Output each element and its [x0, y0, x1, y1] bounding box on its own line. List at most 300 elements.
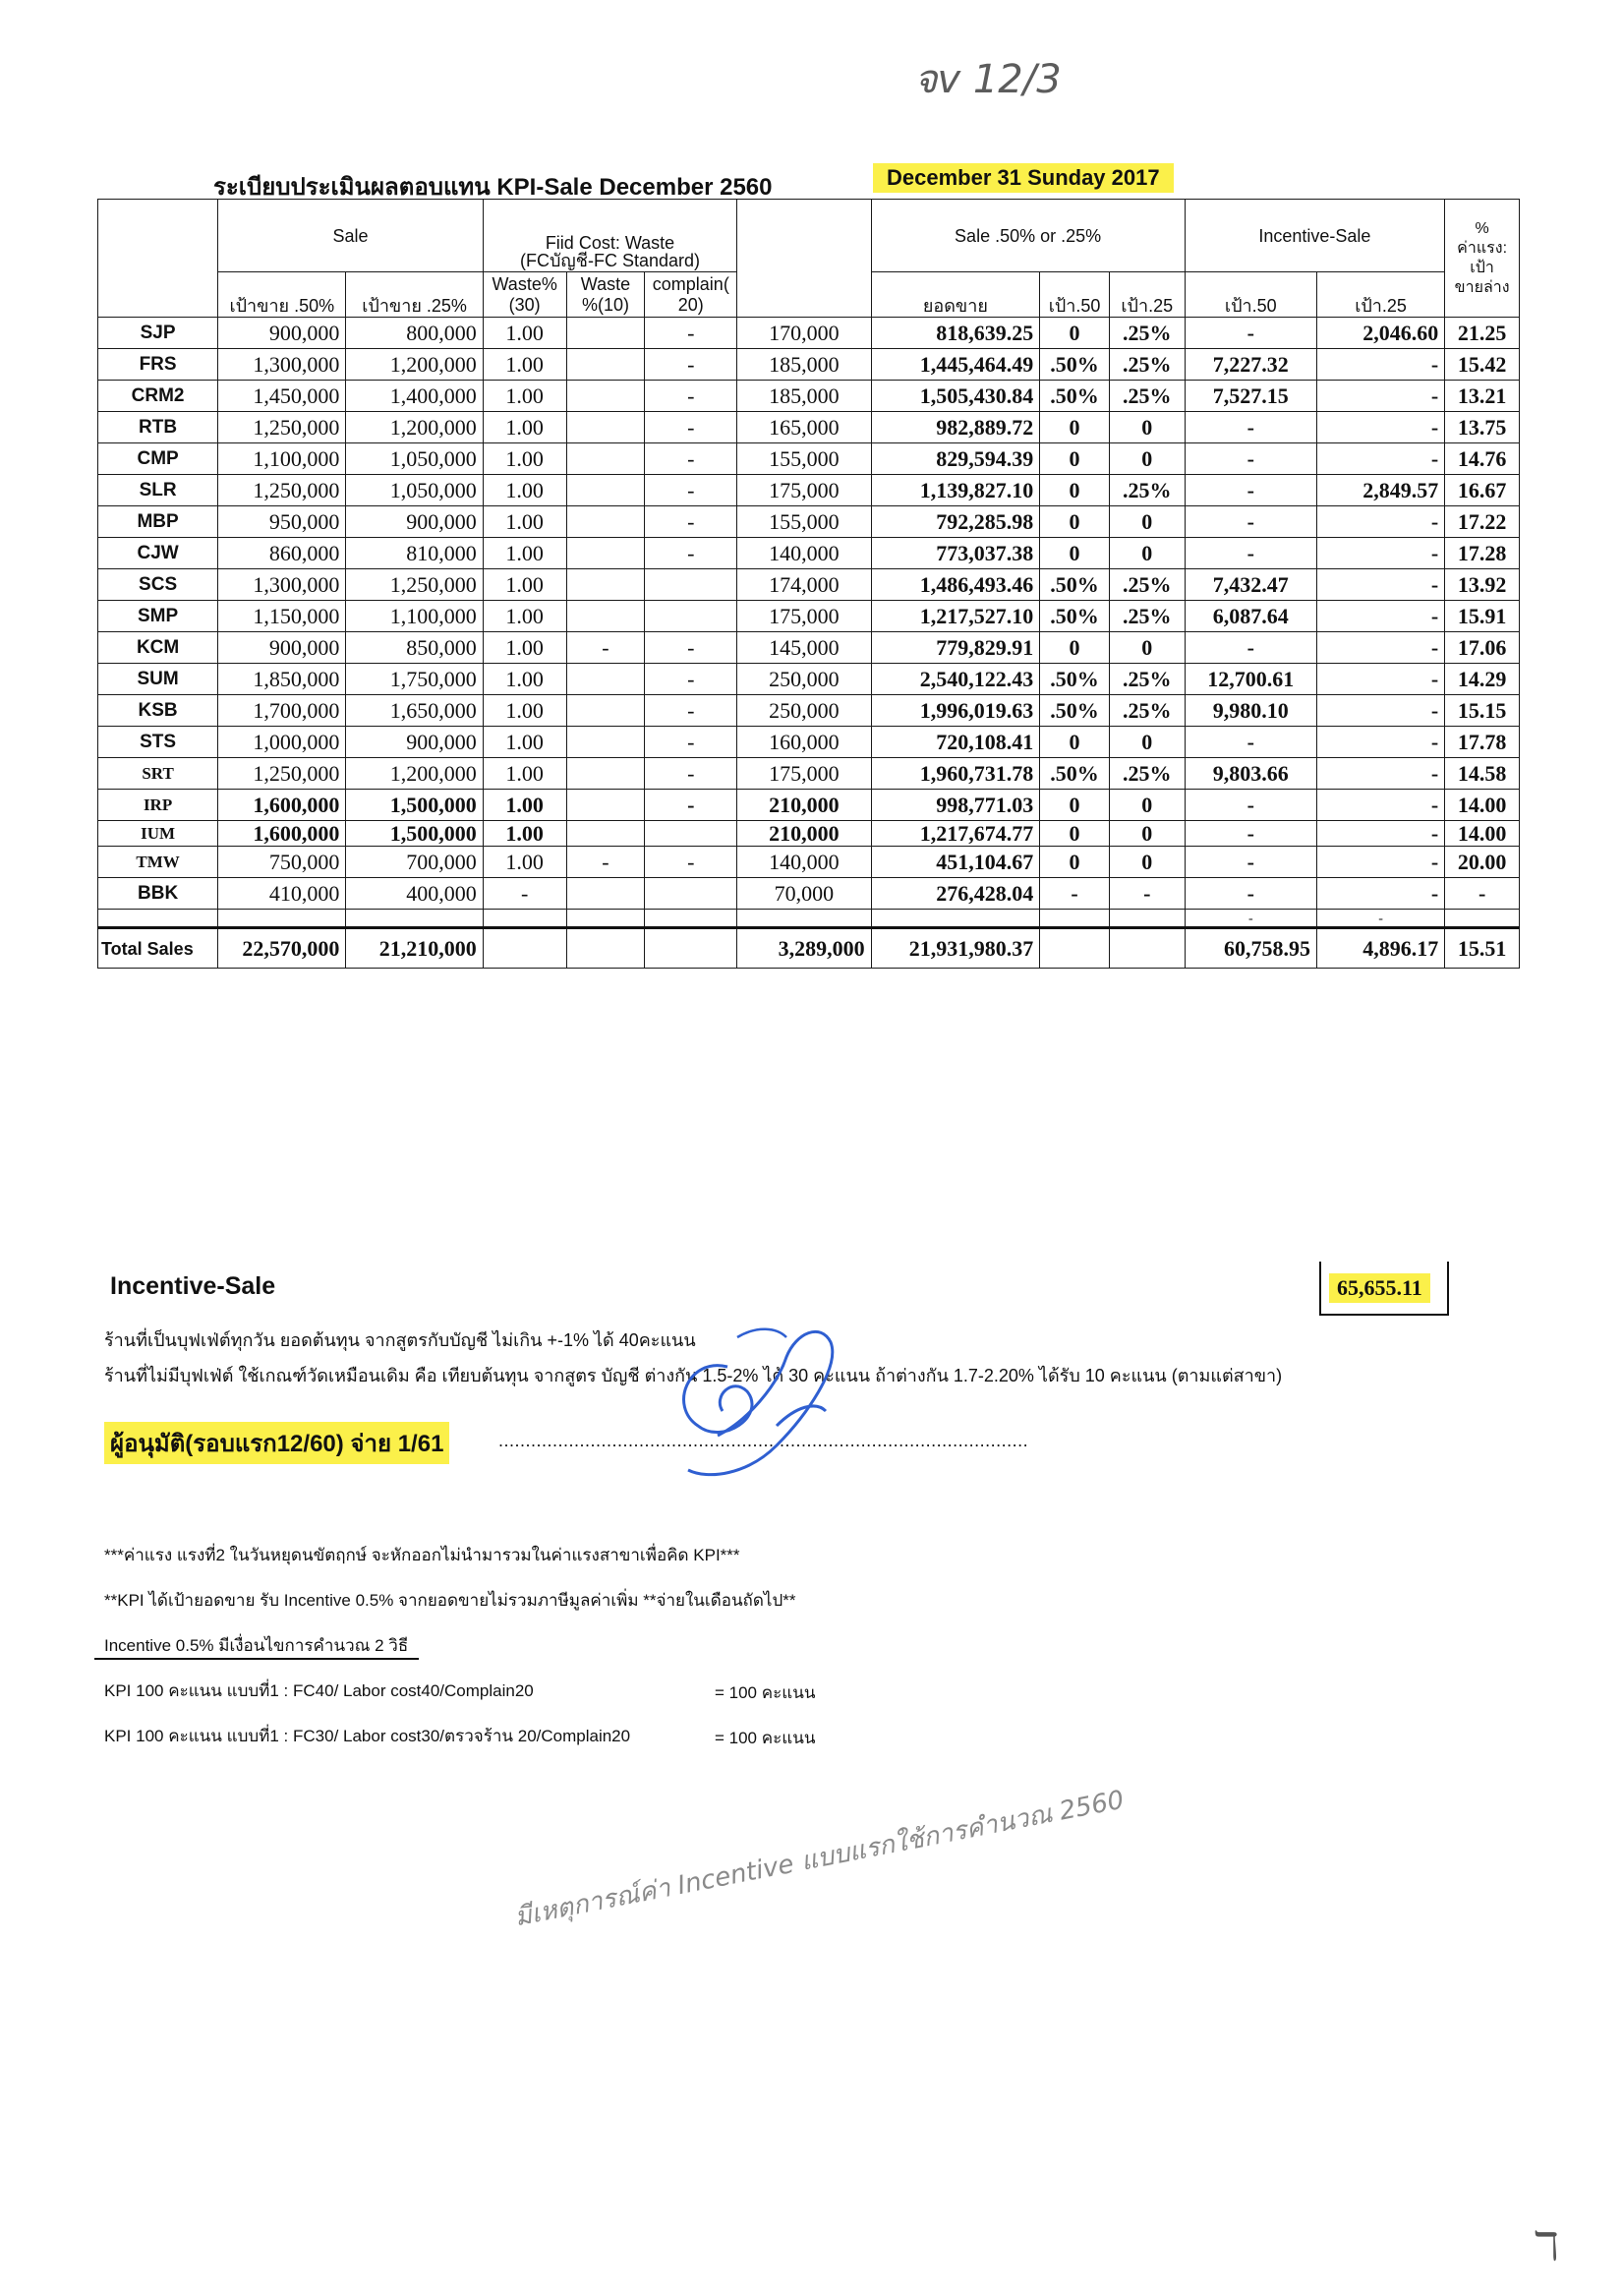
- sales: 720,108.41: [871, 727, 1040, 758]
- header-row-groups: [98, 200, 1520, 272]
- lb-cost: 250,000: [737, 695, 871, 727]
- handwritten-mark-top: จv 12/3: [914, 57, 1062, 102]
- sales: 1,960,731.78: [871, 758, 1040, 790]
- target-25: 1,200,000: [346, 349, 483, 381]
- incentive-50: -: [1185, 632, 1316, 664]
- complain: -: [645, 412, 737, 443]
- target-25: 1,400,000: [346, 381, 483, 412]
- target-25: 800,000: [346, 318, 483, 349]
- target-50-flag: .50%: [1040, 664, 1110, 695]
- complain: -: [645, 758, 737, 790]
- target-50: 1,250,000: [218, 412, 346, 443]
- target-25: 810,000: [346, 538, 483, 569]
- waste-10: [566, 538, 645, 569]
- waste-10: -: [566, 632, 645, 664]
- kpi-method-2-score: = 100 คะแนน: [715, 1729, 816, 1747]
- target-25-flag: .25%: [1109, 695, 1185, 727]
- waste-30: 1.00: [483, 381, 566, 412]
- target-50-flag: 0: [1040, 443, 1110, 475]
- corner-handwritten-mark: ℸ: [1534, 2224, 1559, 2269]
- total-lbcost: 3,289,000: [737, 928, 871, 969]
- branch-code: BBK: [98, 878, 218, 910]
- sales: 829,594.39: [871, 443, 1040, 475]
- sales: 1,996,019.63: [871, 695, 1040, 727]
- labor-pct: 15.42: [1445, 349, 1520, 381]
- labor-pct: 17.78: [1445, 727, 1520, 758]
- target-25: 900,000: [346, 727, 483, 758]
- header-waste30: Waste% (30): [483, 272, 566, 318]
- labor-pct: 15.91: [1445, 601, 1520, 632]
- target-50: 1,000,000: [218, 727, 346, 758]
- target-50: 860,000: [218, 538, 346, 569]
- branch-code: IUM: [98, 821, 218, 847]
- incentive-25: -: [1316, 381, 1444, 412]
- target-25-flag: .25%: [1109, 349, 1185, 381]
- waste-10: [566, 664, 645, 695]
- incentive-25: -: [1316, 695, 1444, 727]
- footnote-labor: ***ค่าแรง แรงที่2 ในวันหยุดนขัตฤกษ์ จะหักออกไม่นำมารวมในค่าแรงสาขาเพื่อคิด KPI***: [104, 1546, 740, 1564]
- target-50: 1,250,000: [218, 475, 346, 506]
- complain: [645, 601, 737, 632]
- labor-pct: 14.58: [1445, 758, 1520, 790]
- incentive-50: -: [1185, 506, 1316, 538]
- table-row: [98, 475, 1520, 506]
- lb-cost: 185,000: [737, 349, 871, 381]
- target-25: 1,650,000: [346, 695, 483, 727]
- total-row: [98, 928, 1520, 969]
- table-row: [98, 847, 1520, 878]
- complain: -: [645, 727, 737, 758]
- incentive-50: -: [1185, 412, 1316, 443]
- total-target50: 22,570,000: [218, 928, 346, 969]
- branch-code: FRS: [98, 349, 218, 381]
- target-25: 1,500,000: [346, 790, 483, 821]
- total-label: Total Sales: [98, 928, 218, 969]
- kpi-method-2: KPI 100 คะแนน แบบที่1 : FC30/ Labor cost30/ตรวจร้าน 20/Complain20: [104, 1727, 631, 1745]
- complain: [645, 878, 737, 910]
- sales: 998,771.03: [871, 790, 1040, 821]
- target-50: 410,000: [218, 878, 346, 910]
- target-50: 1,600,000: [218, 821, 346, 847]
- labor-pct: 21.25: [1445, 318, 1520, 349]
- sales: 1,139,827.10: [871, 475, 1040, 506]
- waste-30: 1.00: [483, 443, 566, 475]
- waste-10: [566, 349, 645, 381]
- incentive-50: -: [1185, 727, 1316, 758]
- sales: 1,505,430.84: [871, 381, 1040, 412]
- approver-label: ผู้อนุมัติ(รอบแรก12/60) จ่าย 1/61: [104, 1422, 449, 1464]
- labor-pct: 13.21: [1445, 381, 1520, 412]
- date-label: December 31 Sunday 2017: [873, 163, 1174, 193]
- waste-30: 1.00: [483, 758, 566, 790]
- waste-30: 1.00: [483, 821, 566, 847]
- waste-30: 1.00: [483, 412, 566, 443]
- target-25: 850,000: [346, 632, 483, 664]
- incentive-50: 7,432.47: [1185, 569, 1316, 601]
- incentive-25: -: [1316, 790, 1444, 821]
- complain: -: [645, 632, 737, 664]
- waste-30: 1.00: [483, 632, 566, 664]
- header-t25: เป้า.25: [1109, 272, 1185, 318]
- target-50-flag: 0: [1040, 847, 1110, 878]
- labor-pct: 15.15: [1445, 695, 1520, 727]
- incentive-25: -: [1316, 758, 1444, 790]
- lb-cost: 175,000: [737, 601, 871, 632]
- target-25-flag: 0: [1109, 632, 1185, 664]
- incentive-50: -: [1185, 318, 1316, 349]
- incentive-25: -: [1316, 412, 1444, 443]
- header-waste-group: Fiid Cost: Waste (FCบัญชี-FC Standard): [483, 200, 736, 272]
- waste-30: 1.00: [483, 601, 566, 632]
- waste-10: [566, 695, 645, 727]
- incentive-25: -: [1316, 821, 1444, 847]
- target-50: 1,450,000: [218, 381, 346, 412]
- waste-30: 1.00: [483, 790, 566, 821]
- target-25-flag: -: [1109, 878, 1185, 910]
- target-25-flag: 0: [1109, 443, 1185, 475]
- complain: -: [645, 443, 737, 475]
- incentive-total: 65,655.11: [1329, 1273, 1430, 1303]
- incentive-25: -: [1316, 349, 1444, 381]
- complain: [645, 569, 737, 601]
- lb-cost: 174,000: [737, 569, 871, 601]
- table-row: [98, 412, 1520, 443]
- branch-code: RTB: [98, 412, 218, 443]
- incentive-25: -: [1316, 506, 1444, 538]
- header-target25: เป้าขาย .25%: [346, 272, 483, 318]
- target-25-flag: .25%: [1109, 318, 1185, 349]
- waste-30: 1.00: [483, 506, 566, 538]
- target-50-flag: 0: [1040, 821, 1110, 847]
- waste-10: -: [566, 847, 645, 878]
- header-sales: ยอดขาย: [871, 272, 1040, 318]
- incentive-25: -: [1316, 632, 1444, 664]
- target-25-flag: .25%: [1109, 601, 1185, 632]
- waste-30: 1.00: [483, 349, 566, 381]
- total-target25: 21,210,000: [346, 928, 483, 969]
- waste-10: [566, 569, 645, 601]
- target-50: 1,700,000: [218, 695, 346, 727]
- lb-cost: 210,000: [737, 790, 871, 821]
- table-row: [98, 790, 1520, 821]
- incentive-50: 9,803.66: [1185, 758, 1316, 790]
- labor-pct: 14.76: [1445, 443, 1520, 475]
- table-row: [98, 349, 1520, 381]
- branch-code: SUM: [98, 664, 218, 695]
- labor-pct: -: [1445, 878, 1520, 910]
- complain: -: [645, 381, 737, 412]
- waste-30: 1.00: [483, 475, 566, 506]
- target-50-flag: .50%: [1040, 695, 1110, 727]
- sales: 1,217,674.77: [871, 821, 1040, 847]
- target-25: 900,000: [346, 506, 483, 538]
- blank-row-inc25: -: [1316, 910, 1444, 928]
- target-50: 900,000: [218, 318, 346, 349]
- target-50: 1,250,000: [218, 758, 346, 790]
- note-buffet: ร้านที่เป็นบุฟเฟ่ต์ทุกวัน ยอดต้นทุน จากสูตรกับบัญชี ไม่เกิน +-1% ได้ 40คะแนน: [104, 1330, 696, 1350]
- target-25: 1,100,000: [346, 601, 483, 632]
- target-50-flag: 0: [1040, 475, 1110, 506]
- complain: -: [645, 506, 737, 538]
- lb-cost: 155,000: [737, 506, 871, 538]
- target-50: 1,150,000: [218, 601, 346, 632]
- target-50: 1,600,000: [218, 790, 346, 821]
- complain: [645, 821, 737, 847]
- lb-cost: 175,000: [737, 475, 871, 506]
- branch-code: TMW: [98, 847, 218, 878]
- target-50-flag: 0: [1040, 538, 1110, 569]
- labor-pct: 13.75: [1445, 412, 1520, 443]
- table-row: [98, 443, 1520, 475]
- incentive-25: -: [1316, 601, 1444, 632]
- incentive-50: -: [1185, 475, 1316, 506]
- kpi-method-1: KPI 100 คะแนน แบบที่1 : FC40/ Labor cost40/Complain20: [104, 1681, 534, 1700]
- labor-pct: 16.67: [1445, 475, 1520, 506]
- approver-signature-line: ..................................................................................................: [498, 1431, 1029, 1450]
- incentive-25: -: [1316, 569, 1444, 601]
- incentive-50: 9,980.10: [1185, 695, 1316, 727]
- target-50-flag: .50%: [1040, 569, 1110, 601]
- target-50: 950,000: [218, 506, 346, 538]
- incentive-25: -: [1316, 664, 1444, 695]
- complain: -: [645, 790, 737, 821]
- total-sales: 21,931,980.37: [871, 928, 1040, 969]
- complain: -: [645, 664, 737, 695]
- waste-30: 1.00: [483, 538, 566, 569]
- waste-30: 1.00: [483, 569, 566, 601]
- target-25-flag: 0: [1109, 412, 1185, 443]
- target-50-flag: .50%: [1040, 601, 1110, 632]
- header-incentive: Incentive-Sale: [1185, 200, 1445, 272]
- table-row: [98, 569, 1520, 601]
- target-50: 750,000: [218, 847, 346, 878]
- branch-code: IRP: [98, 790, 218, 821]
- note-no-buffet: ร้านที่ไม่มีบุฟเฟ่ต์ ใช้เกณฑ์วัดเหมือนเดิม คือ เทียบต้นทุน จากสูตร บัญชี ต่างกัน 1.5-2% ได้ 30 คะแนน ถ้าต่างกัน 1.7-2.20% ได้รับ 10 คะแนน (ตามแต่สาขา): [104, 1366, 1283, 1385]
- labor-pct: 14.00: [1445, 790, 1520, 821]
- incentive-50: -: [1185, 878, 1316, 910]
- sales: 1,486,493.46: [871, 569, 1040, 601]
- sales: 982,889.72: [871, 412, 1040, 443]
- labor-pct: 13.92: [1445, 569, 1520, 601]
- table-row: [98, 758, 1520, 790]
- target-25: 1,200,000: [346, 412, 483, 443]
- waste-30: -: [483, 878, 566, 910]
- target-50-flag: 0: [1040, 727, 1110, 758]
- kpi-method-1-score: = 100 คะแนน: [715, 1683, 816, 1702]
- target-50-flag: .50%: [1040, 349, 1110, 381]
- incentive-50: -: [1185, 443, 1316, 475]
- table-row: [98, 538, 1520, 569]
- sales: 818,639.25: [871, 318, 1040, 349]
- incentive-50: 7,527.15: [1185, 381, 1316, 412]
- header-target50: เป้าขาย .50%: [218, 272, 346, 318]
- total-inc25: 4,896.17: [1316, 928, 1444, 969]
- branch-code: MBP: [98, 506, 218, 538]
- complain: -: [645, 538, 737, 569]
- waste-10: [566, 318, 645, 349]
- lb-cost: 70,000: [737, 878, 871, 910]
- table-row: [98, 727, 1520, 758]
- incentive-25: -: [1316, 727, 1444, 758]
- waste-30: 1.00: [483, 664, 566, 695]
- lb-cost: 175,000: [737, 758, 871, 790]
- incentive-50: -: [1185, 821, 1316, 847]
- target-50-flag: .50%: [1040, 381, 1110, 412]
- table-row: [98, 601, 1520, 632]
- waste-30: 1.00: [483, 695, 566, 727]
- header-t50: เป้า.50: [1040, 272, 1110, 318]
- branch-code: SMP: [98, 601, 218, 632]
- lb-cost: 185,000: [737, 381, 871, 412]
- footnote-kpi: **KPI ได้เป้ายอดขาย รับ Incentive 0.5% จากยอดขายไม่รวมภาษีมูลค่าเพิ่ม **จ่ายในเดือนถัดไป**: [104, 1591, 796, 1610]
- incentive-25: 2,849.57: [1316, 475, 1444, 506]
- branch-code: STS: [98, 727, 218, 758]
- blank-row: [98, 910, 1520, 928]
- target-25-flag: .25%: [1109, 569, 1185, 601]
- incentive-25: -: [1316, 878, 1444, 910]
- waste-10: [566, 506, 645, 538]
- target-50-flag: 0: [1040, 790, 1110, 821]
- incentive-50: -: [1185, 790, 1316, 821]
- sales: 276,428.04: [871, 878, 1040, 910]
- target-50-flag: 0: [1040, 412, 1110, 443]
- target-50-flag: .50%: [1040, 758, 1110, 790]
- incentive-25: -: [1316, 847, 1444, 878]
- table-row: [98, 664, 1520, 695]
- target-25-flag: 0: [1109, 821, 1185, 847]
- incentive-25: -: [1316, 538, 1444, 569]
- header-inc25: เป้า.25: [1316, 272, 1444, 318]
- target-25: 1,050,000: [346, 443, 483, 475]
- complain: -: [645, 349, 737, 381]
- table-row: [98, 821, 1520, 847]
- target-50-flag: 0: [1040, 632, 1110, 664]
- waste-10: [566, 878, 645, 910]
- lb-cost: 165,000: [737, 412, 871, 443]
- header-pct-labor: % ค่าแรง: เป้า ขายล่าง: [1445, 200, 1520, 318]
- footnote-underline: [94, 1658, 419, 1660]
- target-25: 1,250,000: [346, 569, 483, 601]
- labor-pct: 17.28: [1445, 538, 1520, 569]
- table-row: [98, 632, 1520, 664]
- lb-cost: 145,000: [737, 632, 871, 664]
- target-25: 1,750,000: [346, 664, 483, 695]
- handwritten-note: มีเหตุการณ์ค่า Incentive แบบแรกใช้การคำนวณ 2560: [512, 1785, 1127, 1933]
- target-25-flag: .25%: [1109, 475, 1185, 506]
- header-inc50: เป้า.50: [1185, 272, 1316, 318]
- waste-10: [566, 821, 645, 847]
- waste-30: 1.00: [483, 847, 566, 878]
- total-pct: 15.51: [1445, 928, 1520, 969]
- target-50: 1,100,000: [218, 443, 346, 475]
- incentive-label: Incentive-Sale: [110, 1272, 276, 1300]
- branch-code: SRT: [98, 758, 218, 790]
- complain: -: [645, 475, 737, 506]
- branch-code: SLR: [98, 475, 218, 506]
- target-50-flag: 0: [1040, 318, 1110, 349]
- target-25: 700,000: [346, 847, 483, 878]
- lb-cost: 170,000: [737, 318, 871, 349]
- target-25-flag: 0: [1109, 847, 1185, 878]
- labor-pct: 20.00: [1445, 847, 1520, 878]
- table-row: [98, 878, 1520, 910]
- sales: 2,540,122.43: [871, 664, 1040, 695]
- blank-row-inc50: -: [1185, 910, 1316, 928]
- target-25-flag: 0: [1109, 506, 1185, 538]
- branch-code: KSB: [98, 695, 218, 727]
- branch-code: CJW: [98, 538, 218, 569]
- target-50-flag: -: [1040, 878, 1110, 910]
- incentive-50: 7,227.32: [1185, 349, 1316, 381]
- target-50: 1,300,000: [218, 569, 346, 601]
- incentive-50: -: [1185, 538, 1316, 569]
- waste-10: [566, 475, 645, 506]
- target-25-flag: .25%: [1109, 381, 1185, 412]
- complain: -: [645, 695, 737, 727]
- sales: 451,104.67: [871, 847, 1040, 878]
- waste-10: [566, 601, 645, 632]
- table-row: [98, 381, 1520, 412]
- branch-code: CMP: [98, 443, 218, 475]
- signature-drawing: [629, 1298, 885, 1495]
- branch-code: KCM: [98, 632, 218, 664]
- target-25: 400,000: [346, 878, 483, 910]
- kpi-table: [97, 199, 1520, 969]
- waste-10: [566, 790, 645, 821]
- complain: -: [645, 318, 737, 349]
- waste-10: [566, 758, 645, 790]
- header-sale50: Sale .50% or .25%: [871, 200, 1185, 272]
- sales: 792,285.98: [871, 506, 1040, 538]
- target-25-flag: .25%: [1109, 664, 1185, 695]
- branch-code: SJP: [98, 318, 218, 349]
- waste-10: [566, 412, 645, 443]
- branch-code: SCS: [98, 569, 218, 601]
- labor-pct: 17.06: [1445, 632, 1520, 664]
- labor-pct: 14.00: [1445, 821, 1520, 847]
- footnote-incentive-condition: Incentive 0.5% มีเงื่อนไขการคำนวณ 2 วิธี: [104, 1636, 409, 1655]
- target-50-flag: 0: [1040, 506, 1110, 538]
- labor-pct: 14.29: [1445, 664, 1520, 695]
- target-50: 1,300,000: [218, 349, 346, 381]
- table-row: [98, 695, 1520, 727]
- target-25-flag: 0: [1109, 727, 1185, 758]
- waste-10: [566, 727, 645, 758]
- lb-cost: 140,000: [737, 847, 871, 878]
- header-complain: complain( 20): [645, 272, 737, 318]
- sales: 779,829.91: [871, 632, 1040, 664]
- waste-10: [566, 381, 645, 412]
- lb-cost: 155,000: [737, 443, 871, 475]
- header-waste10: Waste %(10): [566, 272, 645, 318]
- lb-cost: 160,000: [737, 727, 871, 758]
- target-50: 900,000: [218, 632, 346, 664]
- sales: 773,037.38: [871, 538, 1040, 569]
- target-25: 1,050,000: [346, 475, 483, 506]
- incentive-50: 6,087.64: [1185, 601, 1316, 632]
- sales: 1,445,464.49: [871, 349, 1040, 381]
- sales: 1,217,527.10: [871, 601, 1040, 632]
- target-25-flag: .25%: [1109, 758, 1185, 790]
- incentive-25: -: [1316, 443, 1444, 475]
- waste-30: 1.00: [483, 318, 566, 349]
- target-25-flag: 0: [1109, 538, 1185, 569]
- table-row: [98, 506, 1520, 538]
- labor-pct: 17.22: [1445, 506, 1520, 538]
- incentive-50: -: [1185, 847, 1316, 878]
- page-title: ระเบียบประเมินผลตอบแทน KPI-Sale December 2560: [213, 174, 773, 201]
- branch-code: CRM2: [98, 381, 218, 412]
